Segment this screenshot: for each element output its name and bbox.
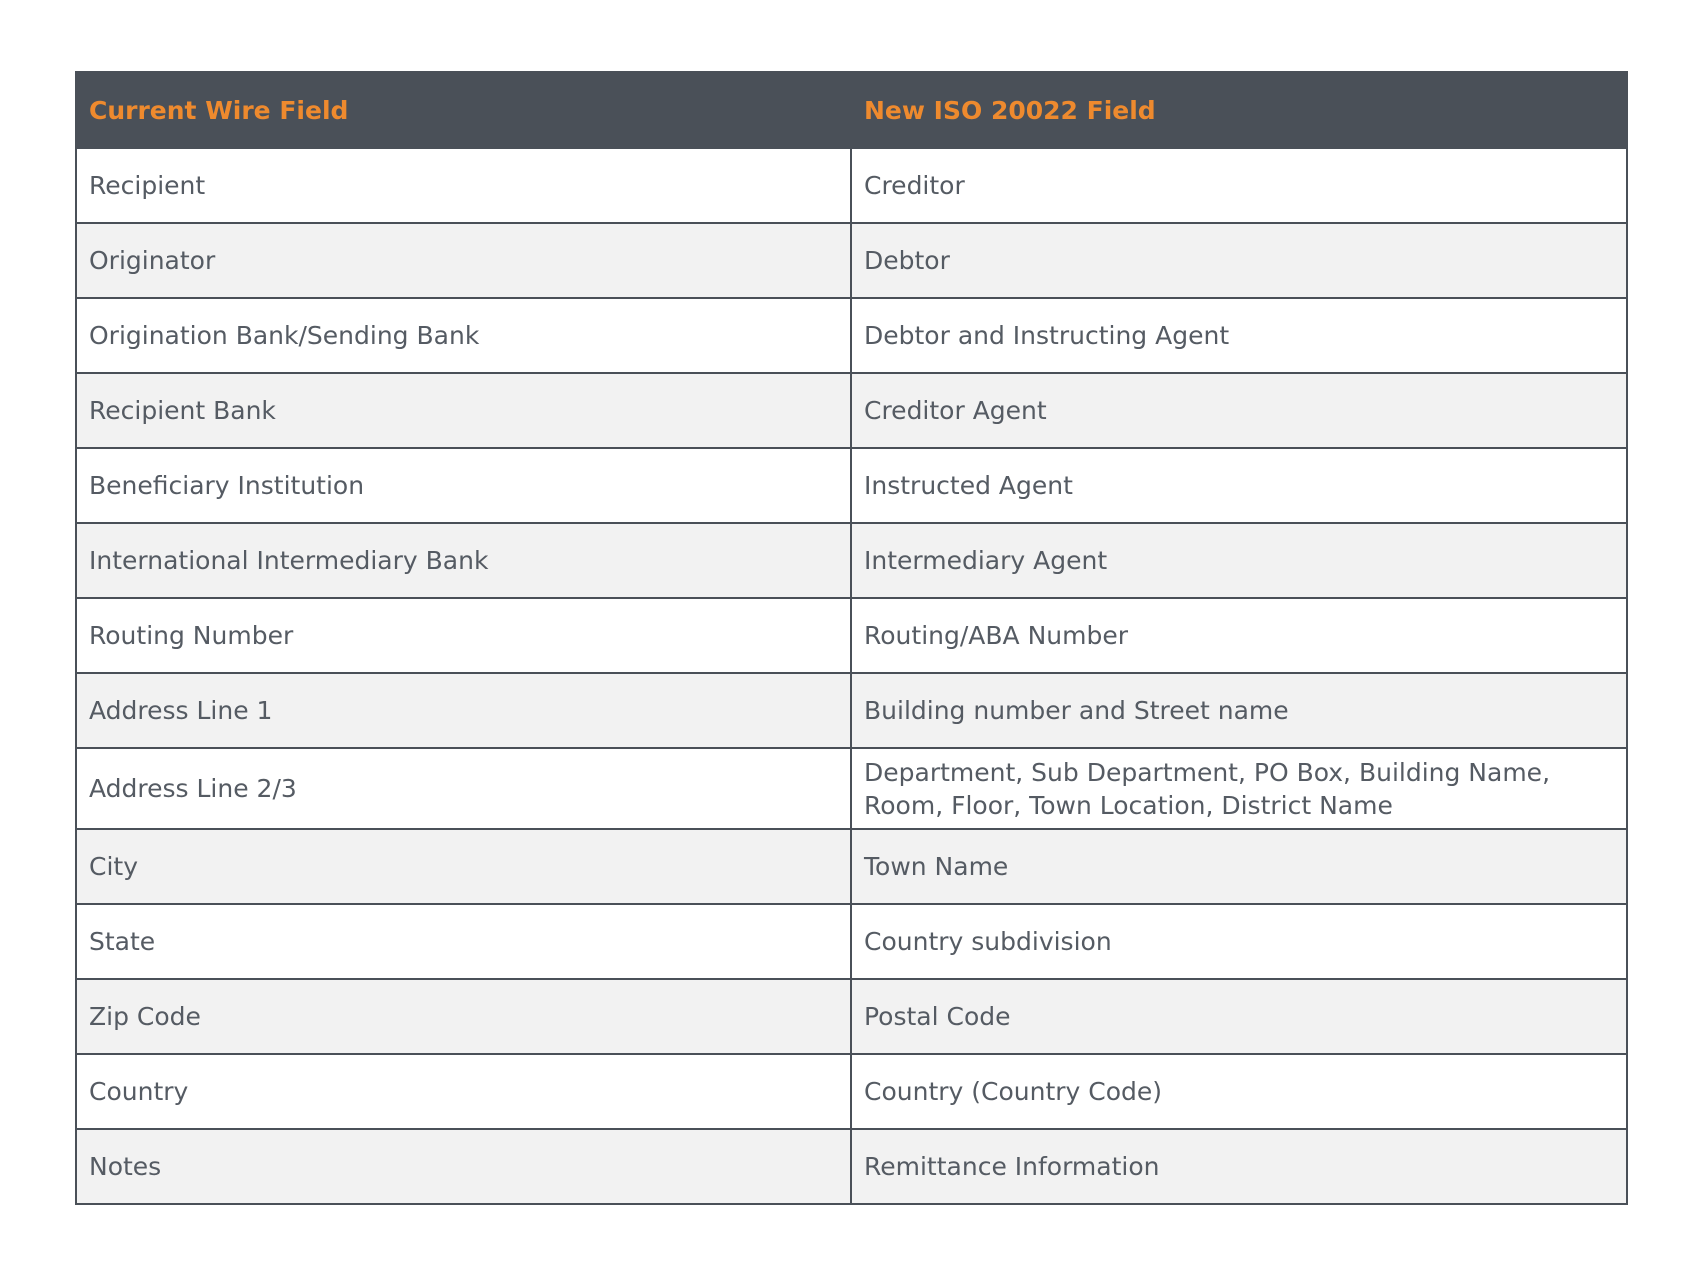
current-field-cell: City [76, 829, 851, 904]
iso-field-cell: Country subdivision [851, 904, 1627, 979]
current-field-cell: International Intermediary Bank [76, 523, 851, 598]
table-header [76, 72, 1627, 148]
table-row [76, 223, 1627, 298]
header-current-wire-field: Current Wire Field [76, 72, 851, 148]
table-row [76, 373, 1627, 448]
table-row [76, 298, 1627, 373]
table-row [76, 1054, 1627, 1129]
current-field-cell: Originator [76, 223, 851, 298]
iso-field-cell: Intermediary Agent [851, 523, 1627, 598]
iso-field-cell: Instructed Agent [851, 448, 1627, 523]
field-mapping-table [75, 71, 1628, 1205]
table-body [76, 148, 1627, 1204]
current-field-cell: Beneficiary Institution [76, 448, 851, 523]
current-field-cell: Country [76, 1054, 851, 1129]
current-field-cell: State [76, 904, 851, 979]
iso-field-cell: Remittance Information [851, 1129, 1627, 1204]
current-field-cell: Routing Number [76, 598, 851, 673]
table-row [76, 673, 1627, 748]
table-row [76, 148, 1627, 223]
iso-field-cell: Town Name [851, 829, 1627, 904]
table-row [76, 829, 1627, 904]
current-field-cell: Origination Bank/Sending Bank [76, 298, 851, 373]
table-row [76, 979, 1627, 1054]
iso-field-cell: Debtor [851, 223, 1627, 298]
iso-field-cell: Debtor and Instructing Agent [851, 298, 1627, 373]
current-field-cell: Recipient Bank [76, 373, 851, 448]
current-field-cell: Address Line 1 [76, 673, 851, 748]
current-field-cell: Notes [76, 1129, 851, 1204]
table-row [76, 598, 1627, 673]
header-new-iso-field: New ISO 20022 Field [851, 72, 1627, 148]
current-field-cell: Zip Code [76, 979, 851, 1054]
table-row [76, 523, 1627, 598]
current-field-cell: Recipient [76, 148, 851, 223]
iso-field-cell: Building number and Street name [851, 673, 1627, 748]
iso-field-cell: Creditor [851, 148, 1627, 223]
iso-field-cell: Creditor Agent [851, 373, 1627, 448]
current-field-cell: Address Line 2/3 [76, 748, 851, 829]
field-mapping-table-container [75, 71, 1626, 1205]
iso-field-cell: Department, Sub Department, PO Box, Building Name, Room, Floor, Town Location, District Name [851, 748, 1627, 829]
header-row [76, 72, 1627, 148]
table-row [76, 448, 1627, 523]
iso-field-cell: Country (Country Code) [851, 1054, 1627, 1129]
table-row [76, 1129, 1627, 1204]
table-row [76, 904, 1627, 979]
iso-field-cell: Postal Code [851, 979, 1627, 1054]
table-row [76, 748, 1627, 829]
iso-field-cell: Routing/ABA Number [851, 598, 1627, 673]
